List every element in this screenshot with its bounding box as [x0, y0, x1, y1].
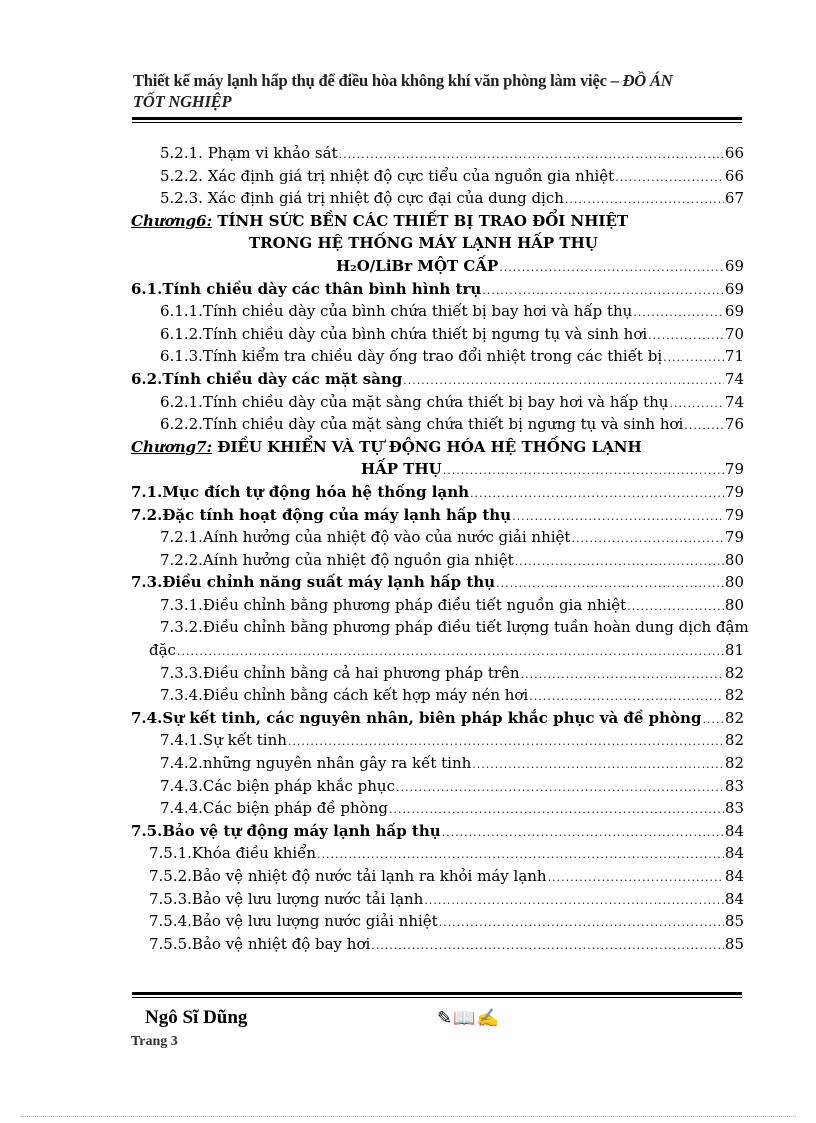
toc-page: 69: [724, 256, 744, 275]
toc-section-7-2: [131, 504, 744, 527]
leader-dots: [627, 596, 724, 619]
toc-page: 85: [724, 912, 744, 931]
leader-dots: [472, 754, 724, 777]
footer-rule-thin: [132, 997, 742, 998]
leader-dots: [648, 325, 724, 348]
toc-label: 6.1.2.Tính chiều dày của bình chứa thiết bị ngưng tụ và sinh hơi: [160, 324, 648, 343]
toc-page: 84: [724, 844, 744, 863]
toc-page: 80: [724, 550, 744, 569]
toc-entry-7-3-1: [131, 594, 744, 617]
toc-entry-7-3-2-line2: [131, 639, 744, 662]
toc-entry-7-5-4: [131, 910, 744, 933]
toc-page: 81: [724, 641, 744, 660]
leader-dots: [521, 664, 724, 687]
toc-entry-7-3-2-line1: 7.3.2.Điều chỉnh bằng phương pháp điều tiết lượng tuần hoàn dung dịch đậm: [160, 618, 749, 637]
leader-dots: [633, 302, 724, 325]
toc-page: 82: [724, 663, 744, 682]
leader-dots: [515, 551, 724, 574]
toc-page: 69: [724, 279, 744, 298]
toc-entry-6-1-3: [131, 345, 744, 368]
toc-entry-7-4-2: [131, 752, 744, 775]
toc-section-6-1: [131, 278, 744, 301]
toc-entry-7-4-4: [131, 797, 744, 820]
chapter-6-title-line3: [131, 255, 744, 278]
chapter-6-heading: [131, 210, 744, 233]
toc-label: 7.5.3.Bảo vệ lưu lượng nước tải lạnh: [149, 889, 424, 908]
toc-entry-5-2-2: [131, 165, 744, 188]
leader-dots: [571, 528, 723, 551]
toc-label: 7.4.Sự kết tinh, các nguyên nhân, biên pháp khắc phục và đề phòng: [131, 708, 702, 727]
toc-label: H₂O/LiBr MỘT CẤP: [336, 256, 499, 275]
header-title: Thiết kế máy lạnh hấp thụ để điều hòa không khí văn phòng làm việc: [133, 71, 607, 90]
leader-dots: [482, 280, 724, 303]
toc-page: 79: [724, 482, 744, 501]
toc-label: 5.2.1. Phạm vi khảo sát: [160, 144, 338, 162]
toc-label: 7.4.1.Sự kết tinh: [160, 731, 287, 750]
toc-page: 66: [724, 144, 744, 162]
leader-dots: [548, 867, 724, 890]
toc-label: 7.5.1.Khóa điều khiển: [149, 844, 317, 863]
toc-entry-6-1-1: [131, 300, 744, 323]
toc-label: 6.2.2.Tính chiều dày của mặt sàng chứa thiết bị ngưng tụ và sinh hơi: [160, 415, 684, 434]
header-subtitle-a: ĐỒ ÁN: [622, 71, 673, 90]
toc-label: HẤP THỤ: [361, 460, 442, 479]
toc-page: 82: [724, 686, 744, 705]
chapter-6-title-line2: TRONG HỆ THỐNG MÁY LẠNH HẤP THỤ: [249, 234, 598, 253]
leader-dots: [177, 641, 724, 664]
toc-page: 83: [724, 776, 744, 795]
leader-dots: [529, 686, 724, 709]
leader-dots: [663, 347, 724, 370]
toc-entry-7-3-4: [131, 684, 744, 707]
toc-page: 74: [724, 369, 744, 388]
toc-label: đặc: [149, 641, 176, 660]
table-of-contents: [131, 142, 749, 955]
toc-page: 66: [724, 166, 744, 185]
toc-entry-6-1-2: [131, 323, 744, 346]
toc-page: 82: [724, 754, 744, 773]
toc-entry-7-5-5: [131, 933, 744, 956]
toc-entry-7-2-1: [131, 526, 744, 549]
toc-label: 5.2.2. Xác định giá trị nhiệt độ cực tiểu của nguồn gia nhiệt: [160, 166, 615, 185]
toc-entry-7-4-3: [131, 775, 744, 798]
toc-page: 70: [724, 324, 744, 343]
toc-page: 82: [724, 731, 744, 750]
toc-label: 7.3.3.Điều chỉnh bằng cả hai phương pháp trên: [160, 663, 520, 682]
toc-label: 7.5.4.Bảo vệ lưu lượng nước giải nhiệt: [149, 912, 438, 931]
toc-entry-6-2-1: [131, 391, 744, 414]
toc-page: 82: [724, 708, 744, 727]
header-separator: –: [606, 71, 623, 90]
toc-entry-7-5-1: [131, 842, 744, 865]
toc-page: 69: [724, 302, 744, 321]
leader-dots: [496, 573, 724, 596]
leader-dots: [615, 167, 724, 190]
toc-label: 6.1.1.Tính chiều dày của bình chứa thiết bị bay hơi và hấp thụ: [160, 302, 633, 321]
leader-dots: [443, 460, 724, 483]
leader-dots: [439, 912, 724, 935]
toc-entry-7-3-3: [131, 662, 744, 685]
toc-page: 79: [724, 505, 744, 524]
toc-section-7-3: [131, 571, 744, 594]
leader-dots: [499, 257, 724, 280]
toc-label: 7.2.2.Aính hưởng của nhiệt độ nguồn gia nhiệt: [160, 550, 514, 569]
toc-page: 80: [724, 573, 744, 592]
leader-dots: [371, 935, 724, 958]
document-header: [133, 70, 733, 112]
toc-entry-7-5-3: [131, 888, 744, 911]
header-rule-thin: [132, 122, 742, 123]
toc-page: 67: [724, 189, 744, 208]
toc-label: 7.2.Đặc tính hoạt động của máy lạnh hấp thụ: [131, 505, 512, 524]
toc-page: 79: [724, 528, 744, 547]
toc-section-7-1: [131, 481, 744, 504]
toc-label: 7.3.Điều chỉnh năng suất máy lạnh hấp thụ: [131, 573, 496, 592]
toc-label: 6.1.Tính chiều dày các thân bình hình trụ: [131, 279, 482, 298]
toc-entry-6-2-2: [131, 413, 744, 436]
toc-label: 7.5.Bảo vệ tự động máy lạnh hấp thụ: [131, 821, 441, 840]
leader-dots: [470, 483, 724, 506]
leader-dots: [565, 189, 724, 212]
toc-page: 74: [724, 392, 744, 411]
toc-page: 76: [724, 415, 744, 434]
toc-page: 84: [724, 867, 744, 885]
leader-dots: [288, 731, 724, 754]
leader-dots: [396, 777, 724, 800]
toc-label: 5.2.3. Xác định giá trị nhiệt độ cực đại của dung dịch: [160, 189, 564, 208]
toc-page: 79: [724, 460, 744, 479]
toc-page: 85: [724, 934, 744, 953]
leader-dots: [669, 393, 723, 416]
toc-entry-7-2-2: [131, 549, 744, 572]
toc-section-7-5: [131, 820, 744, 843]
leader-dots: [339, 144, 724, 167]
leader-dots: [512, 506, 724, 529]
leader-dots: [684, 415, 724, 438]
toc-entry-5-2-3: [131, 187, 744, 210]
toc-label: 7.1.Mục đích tự động hóa hệ thống lạnh: [131, 482, 470, 501]
toc-section-6-2: [131, 368, 744, 391]
author-name: Ngô Sĩ Dũng: [145, 1007, 248, 1028]
toc-label: 6.2.1.Tính chiều dày của mặt sàng chứa thiết bị bay hơi và hấp thụ: [160, 392, 669, 411]
toc-label: 7.5.5.Bảo vệ nhiệt độ bay hơi: [149, 934, 371, 953]
chapter-title-line1: ĐIỀU KHIỂN VÀ TỰ ĐỘNG HÓA HỆ THỐNG LẠNH: [212, 437, 642, 456]
toc-entry-5-2-1: [131, 142, 744, 165]
chapter-7-title-line2: [131, 458, 744, 481]
page-bottom-dotted-line: [20, 1116, 796, 1117]
leader-dots: [389, 799, 724, 822]
toc-section-7-4: [131, 707, 744, 730]
toc-page: 84: [724, 889, 744, 908]
page-number: Trang 3: [131, 1034, 178, 1049]
toc-label: 7.3.1.Điều chỉnh bằng phương pháp điều tiết nguồn gia nhiệt: [160, 595, 627, 614]
chapter-key: Chương7:: [131, 437, 213, 456]
toc-entry-7-5-2: [131, 865, 744, 888]
toc-entry-7-4-1: [131, 729, 744, 752]
toc-label: 7.4.4.Các biện pháp đề phòng: [160, 799, 388, 818]
chapter-7-heading: [131, 436, 744, 459]
book-pen-decoration-icon: ✎📖✍: [437, 1008, 500, 1029]
toc-page: 71: [724, 347, 744, 366]
header-subtitle-b: TỐT NGHIỆP: [133, 92, 232, 111]
toc-page: 84: [724, 821, 744, 840]
leader-dots: [424, 890, 724, 913]
leader-dots: [403, 370, 724, 393]
leader-dots: [442, 822, 724, 845]
toc-page: 83: [724, 799, 744, 818]
toc-label: 7.5.2.Bảo vệ nhiệt độ nước tải lạnh ra khỏi máy lạnh: [149, 867, 547, 885]
footer-rule-thick: [132, 992, 742, 995]
chapter-title-line1: TÍNH SỨC BỀN CÁC THIẾT BỊ TRAO ĐỔI NHIỆT: [212, 211, 629, 230]
toc-label: 7.4.3.Các biện pháp khắc phục: [160, 776, 395, 795]
toc-label: 7.2.1.Aính hưởng của nhiệt độ vào của nước giải nhiệt: [160, 528, 571, 547]
leader-dots: [317, 844, 724, 867]
toc-label: 6.1.3.Tính kiểm tra chiều dày ống trao đổi nhiệt trong các thiết bị: [160, 347, 663, 366]
toc-page: 80: [724, 595, 744, 614]
toc-label: 7.3.4.Điều chỉnh bằng cách kết hợp máy nén hơi: [160, 686, 529, 705]
toc-label: 6.2.Tính chiều dày các mặt sàng: [131, 369, 403, 388]
toc-label: 7.4.2.những nguyên nhân gây ra kết tinh: [160, 754, 472, 773]
header-rule-thick: [132, 117, 742, 120]
chapter-key: Chương6:: [131, 211, 213, 230]
leader-dots: [702, 709, 723, 732]
